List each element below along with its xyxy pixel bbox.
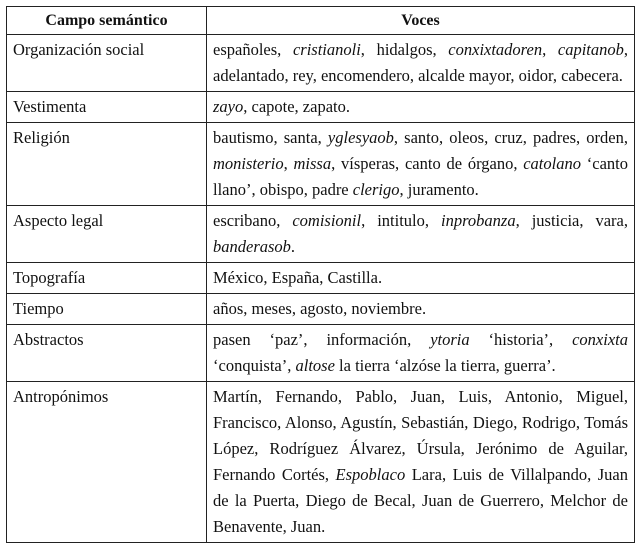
table-row xyxy=(7,263,635,294)
text-segment: , adelantado, rey, encomendero, alcalde mayor, oidor, cabecera. xyxy=(213,40,628,85)
campo-semantico-cell: Topografía xyxy=(7,263,207,294)
campo-semantico-cell: Religión xyxy=(7,123,207,206)
italic-term: conxixta xyxy=(572,330,628,349)
campo-semantico-cell: Vestimenta xyxy=(7,92,207,123)
text-segment: pasen ‘paz’, información, xyxy=(213,330,431,349)
italic-term: inprobanza xyxy=(441,211,516,230)
voces-cell xyxy=(207,263,635,294)
italic-term: yglesyaob xyxy=(327,128,394,147)
campo-semantico-cell: Tiempo xyxy=(7,294,207,325)
campo-semantico-cell: Organización social xyxy=(7,35,207,92)
text-segment: , santo, oleos, cruz, padres, orden, xyxy=(393,128,628,147)
voces-cell xyxy=(207,294,635,325)
italic-term: ytoria xyxy=(430,330,470,349)
text-segment: ‘conquista’, xyxy=(213,356,296,375)
text-segment: ‘canto llano’, obispo, padre xyxy=(213,154,628,199)
italic-term: banderasob xyxy=(213,237,291,256)
text-segment: , juramento. xyxy=(399,180,479,199)
italic-term: cristianoli xyxy=(292,40,361,59)
table-row xyxy=(7,35,635,92)
header-campo-semantico: Campo semántico xyxy=(7,7,207,35)
table-header-row xyxy=(7,7,635,35)
text-segment: la tierra ‘alzóse la tierra, guerra’. xyxy=(334,356,556,375)
text-segment: españoles, xyxy=(213,40,293,59)
table-row xyxy=(7,206,635,263)
italic-term: monisterio xyxy=(213,154,284,173)
table-row xyxy=(7,123,635,206)
text-segment: , xyxy=(283,154,294,173)
document xyxy=(6,6,635,543)
text-segment: ‘historia’, xyxy=(469,330,573,349)
campo-semantico-cell: Aspecto legal xyxy=(7,206,207,263)
voces-cell xyxy=(207,382,635,543)
text-segment: , intitulo, xyxy=(361,211,442,230)
italic-term: missa xyxy=(293,154,332,173)
italic-term: zayo xyxy=(213,97,244,116)
header-voces: Voces xyxy=(207,7,635,35)
campo-semantico-cell: Antropónimos xyxy=(7,382,207,543)
text-segment: escribano, xyxy=(213,211,293,230)
text-segment: México, España, Castilla. xyxy=(213,268,383,287)
text-segment: , hidalgos, xyxy=(360,40,449,59)
text-segment: bautismo, santa, xyxy=(213,128,328,147)
table-row xyxy=(7,294,635,325)
text-segment: . xyxy=(290,237,296,256)
italic-term: catolano xyxy=(523,154,581,173)
voces-cell xyxy=(207,92,635,123)
italic-term: clerigo xyxy=(352,180,400,199)
voces-cell xyxy=(207,123,635,206)
text-segment: Martín, Fernando, Pablo, Juan, Luis, Antonio, Miguel, Francisco, Alonso, Agustín, Sebastián, Diego, Rodrigo, Tomás López, Rodríguez Álvarez, Úrsula, Jerónimo de Aguilar, Fernando Cortés, xyxy=(213,387,628,484)
semantic-field-table xyxy=(6,6,635,543)
italic-term: altose xyxy=(295,356,335,375)
table-row xyxy=(7,92,635,123)
text-segment: , vísperas, canto de órgano, xyxy=(331,154,524,173)
voces-cell xyxy=(207,325,635,382)
text-segment: , xyxy=(542,40,558,59)
italic-term: comisionil xyxy=(292,211,362,230)
text-segment: años, meses, agosto, noviembre. xyxy=(213,299,427,318)
italic-term: Espoblaco xyxy=(335,465,406,484)
italic-term: conxixtadoren xyxy=(448,40,543,59)
text-segment: , justicia, vara, xyxy=(515,211,629,230)
table-row xyxy=(7,325,635,382)
campo-semantico-cell: Abstractos xyxy=(7,325,207,382)
voces-cell xyxy=(207,206,635,263)
text-segment: , capote, zapato. xyxy=(243,97,350,116)
text-segment: Lara, Luis de Villalpando, Juan de la Puerta, Diego de Becal, Juan de Guerrero, Melchor de Benavente, Juan. xyxy=(213,465,628,536)
voces-cell xyxy=(207,35,635,92)
table-row xyxy=(7,382,635,543)
italic-term: capitanob xyxy=(557,40,624,59)
